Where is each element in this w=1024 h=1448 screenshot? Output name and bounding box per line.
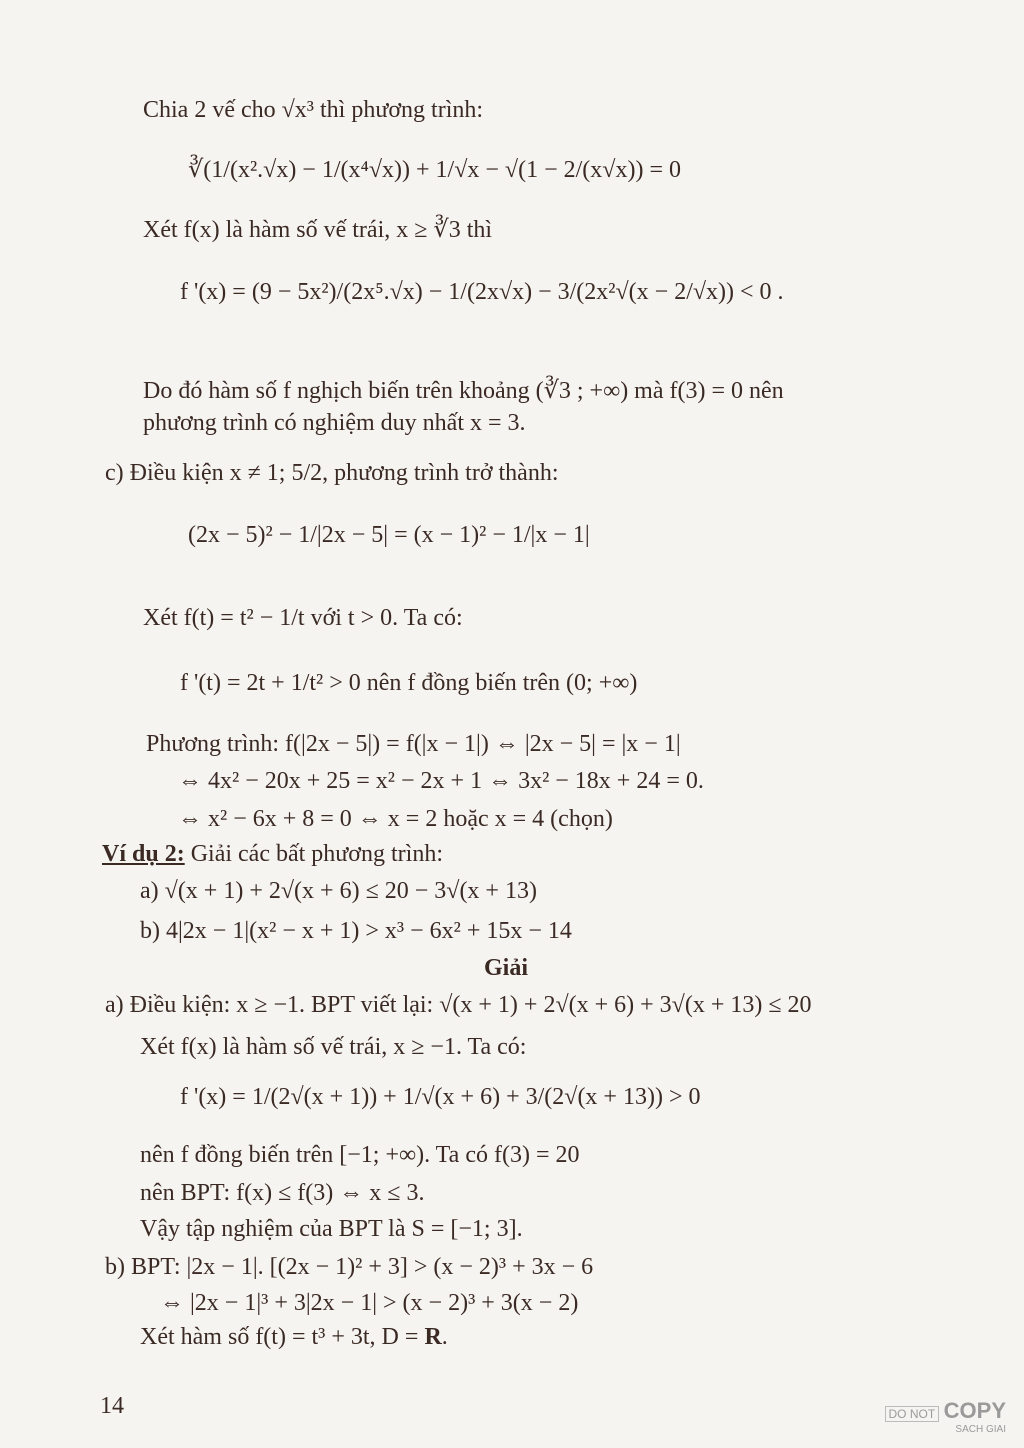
- line-20-derivative: f '(x) = 1/(2√(x + 1)) + 1/√(x + 6) + 3/(2√(x + 13)) > 0: [180, 1084, 701, 1110]
- watermark-line3: SACH GIAI: [955, 1424, 1006, 1435]
- line-6: phương trình có nghiệm duy nhất x = 3.: [143, 410, 526, 436]
- watermark-line1: DO NOT: [885, 1406, 940, 1422]
- line-21: nên f đồng biến trên [−1; +∞). Ta có f(3) = 20: [140, 1142, 580, 1168]
- real-numbers-symbol: R: [424, 1324, 442, 1350]
- line-18: a) Điều kiện: x ≥ −1. BPT viết lại: √(x + 1) + 2√(x + 6) + 3√(x + 13) ≤ 20: [105, 992, 812, 1018]
- line-10: f '(t) = 2t + 1/t² > 0 nên f đồng biến trên (0; +∞): [180, 670, 638, 696]
- line-13: ⇔ x² − 6x + 8 = 0 ⇔ x = 2 hoặc x = 4 (chọn): [178, 806, 613, 832]
- line-23: Vậy tập nghiệm của BPT là S = [−1; 3].: [140, 1216, 523, 1242]
- line-12: ⇔ 4x² − 20x + 25 = x² − 2x + 1 ⇔ 3x² − 18x + 24 = 0.: [178, 768, 704, 794]
- watermark-logo: [885, 1398, 1006, 1435]
- line-9: Xét f(t) = t² − 1/t với t > 0. Ta có:: [143, 605, 463, 631]
- solution-heading: Giải: [484, 955, 529, 981]
- line-4-derivative: f '(x) = (9 − 5x²)/(2x⁵.√x) − 1/(2x√x) − 3/(2x²√(x − 2/√x)) < 0 .: [180, 279, 784, 305]
- watermark-line2: COPY: [943, 1398, 1006, 1423]
- line-1: Chia 2 vế cho √x³ thì phương trình:: [143, 97, 484, 123]
- line-22: nên BPT: f(x) ≤ f(3) ⇔ x ≤ 3.: [140, 1180, 425, 1206]
- example-label: Ví dụ 2:: [102, 841, 185, 867]
- line-19: Xét f(x) là hàm số vế trái, x ≥ −1. Ta có:: [140, 1034, 527, 1060]
- example-2-heading: [102, 839, 443, 869]
- line-8-equation: (2x − 5)² − 1/|2x − 5| = (x − 1)² − 1/|x − 1|: [188, 522, 590, 548]
- page-number: 14: [100, 1393, 124, 1419]
- line-5: Do đó hàm số f nghịch biến trên khoảng (∛3 ; +∞) mà f(3) = 0 nên: [143, 378, 784, 404]
- line-26: [140, 1322, 448, 1352]
- line-3: Xét f(x) là hàm số vế trái, x ≥ ∛3 thì: [143, 217, 493, 243]
- line-16: b) 4|2x − 1|(x² − x + 1) > x³ − 6x² + 15x − 14: [140, 918, 572, 944]
- line-2-equation: ∛(1/(x².√x) − 1/(x⁴√x)) + 1/√x − √(1 − 2/(x√x)) = 0: [188, 157, 681, 183]
- line-11: Phương trình: f(|2x − 5|) = f(|x − 1|) ⇔ |2x − 5| = |x − 1|: [146, 731, 681, 757]
- line-25: ⇔ |2x − 1|³ + 3|2x − 1| > (x − 2)³ + 3(x − 2): [160, 1290, 579, 1316]
- line-24: b) BPT: |2x − 1|. [(2x − 1)² + 3] > (x − 2)³ + 3x − 6: [105, 1254, 594, 1280]
- line-26-text: Xét hàm số f(t) = t³ + 3t, D =: [140, 1324, 425, 1350]
- line-7: c) Điều kiện x ≠ 1; 5/2, phương trình trở thành:: [105, 460, 559, 486]
- line-26-end: .: [441, 1324, 448, 1350]
- line-15: a) √(x + 1) + 2√(x + 6) ≤ 20 − 3√(x + 13): [140, 878, 537, 904]
- example-text: Giải các bất phương trình:: [184, 841, 443, 867]
